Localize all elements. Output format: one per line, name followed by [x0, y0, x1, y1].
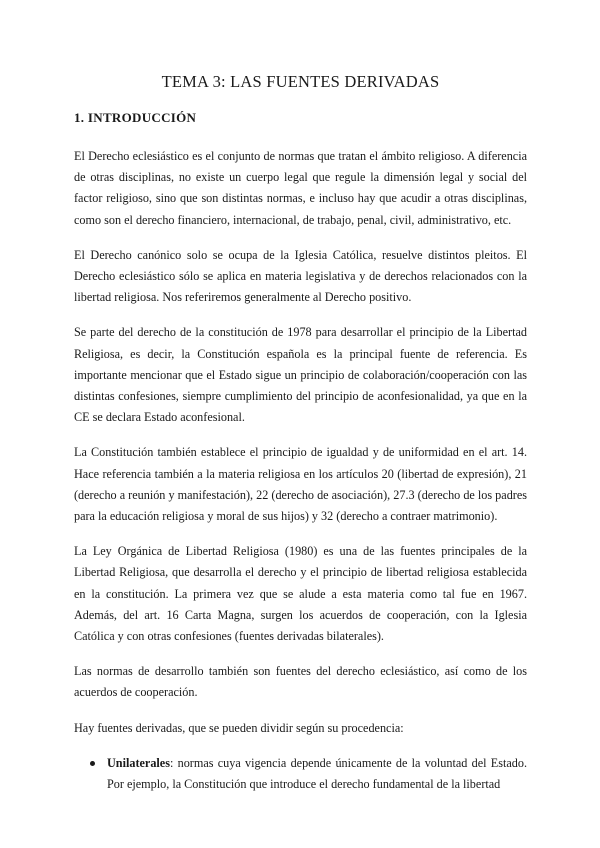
- paragraph-normas-desarrollo: Las normas de desarrollo también son fuentes del derecho eclesiástico, así como de los acuerdos de cooperación.: [74, 664, 527, 700]
- document-title: TEMA 3: LAS FUENTES DERIVADAS: [161, 72, 440, 91]
- bullet-term: Unilaterales: [107, 755, 170, 770]
- paragraph-igualdad: La Constitución también establece el principio de igualdad y de uniformidad en el art. 14. Hace referencia también a la materia religiosa en los artículos 20 (libertad de expresión), 21 (derecho a reunión y manifestación), 22 (derecho de asociación), 27.3 (derecho de los padres para la educación religiosa y moral de sus hijos) y 32 (derecho a contraer matrimonio).: [74, 445, 527, 524]
- section-heading: 1. INTRODUCCIÓN: [74, 110, 197, 125]
- paragraph-constitucion-1978: Se parte del derecho de la constitución de 1978 para desarrollar el principio de la Libertad Religiosa, es decir, la Constitución española es la principal fuente de referencia. Es importante mencionar que el Estado sigue un principio de colaboración/cooperación con las distintas confesiones, siempre cumplimiento del principio de aconfesionalidad, ya que en la CE se declara Estado aconfesional.: [74, 325, 527, 425]
- paragraph-fuentes-derivadas: Hay fuentes derivadas, que se pueden dividir según su procedencia:: [74, 720, 404, 735]
- paragraph-canonico: El Derecho canónico solo se ocupa de la Iglesia Católica, resuelve distintos pleitos. El Derecho eclesiástico sólo se aplica en materia legislativa y de derechos relacionados con la libertad religiosa. Nos referiremos generalmente al Derecho positivo.: [74, 247, 527, 305]
- bullet-list: [74, 753, 527, 795]
- document-page: [74, 72, 527, 795]
- list-item: [74, 753, 527, 795]
- paragraph-ley-organica: La Ley Orgánica de Libertad Religiosa (1980) es una de las fuentes principales de la Libertad Religiosa, que desarrolla el derecho y el principio de libertad religiosa establecida en la constitución. La primera vez que se alude a esta materia como tal fue en 1967. Además, del art. 16 Carta Magna, surgen los acuerdos de cooperación, con la Iglesia Católica y con otras confesiones (fuentes derivadas bilaterales).: [74, 544, 527, 644]
- paragraph-definition: El Derecho eclesiástico es el conjunto de normas que tratan el ámbito religioso. A diferencia de otras disciplinas, no existe un cuerpo legal que regule la dimensión legal y social del factor religioso, sino que son distintas normas, e incluso hay que acudir a otras disciplinas, como son el derecho financiero, internacional, de trabajo, penal, civil, administrativo, etc.: [74, 149, 527, 227]
- bullet-text: : normas cuya vigencia depende únicamente de la voluntad del Estado. Por ejemplo, la Constitución que introduce el derecho fundamental de la libertad: [107, 755, 527, 792]
- bullet-icon: [90, 761, 95, 766]
